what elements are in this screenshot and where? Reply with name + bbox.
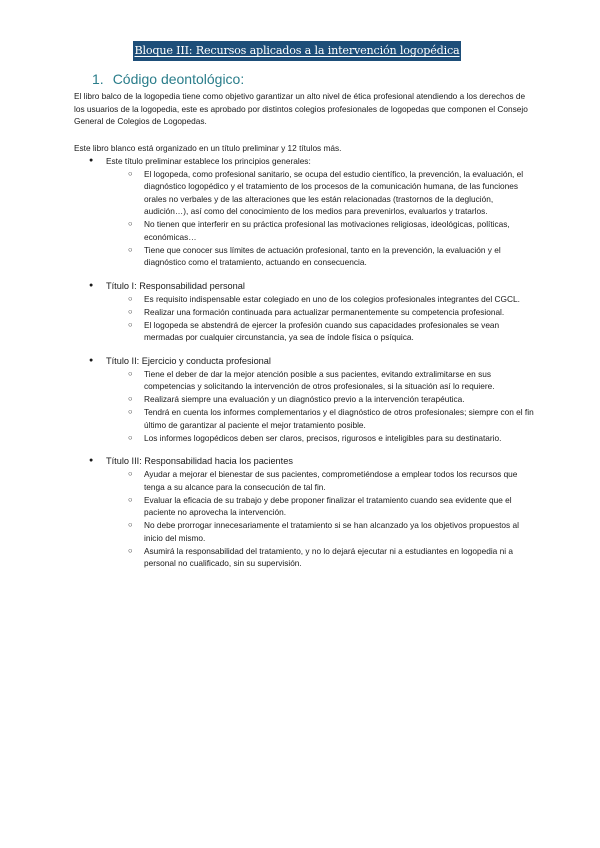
list-item-text: Los informes logopédicos deben ser claros, precisos, rigurosos e inteligibles para su destinatario. <box>144 432 502 443</box>
circle-bullet-icon: ○ <box>128 520 133 529</box>
list-item <box>106 432 534 445</box>
circle-bullet-icon: ○ <box>128 469 133 478</box>
list-item-text: Es requisito indispensable estar colegiado en uno de los colegios profesionales integrantes del CGCL. <box>144 293 520 304</box>
list-item <box>106 406 534 431</box>
list-item <box>106 168 534 218</box>
title-heading: Este título preliminar establece los principios generales: <box>106 155 311 166</box>
bullet-icon: ● <box>89 356 94 364</box>
list-item-text: Ayudar a mejorar el bienestar de sus pacientes, comprometiéndose a emplear todos los recursos que tenga a su alcance para la consecución de tal fin. <box>144 469 518 492</box>
circle-bullet-icon: ○ <box>128 368 133 378</box>
list-item <box>106 218 534 243</box>
bullet-icon: ● <box>89 156 94 164</box>
list-item-text: Tiene que conocer sus límites de actuación profesional, tanto en la prevención, la evaluación y el diagnóstico como el tratamiento, actuando en consecuencia. <box>144 244 501 267</box>
title-item <box>74 355 534 445</box>
organization-paragraph: Este libro blanco está organizado en un título preliminar y 12 títulos más. <box>74 143 342 153</box>
title-heading: Título II: Ejercicio y conducta profesional <box>106 355 271 366</box>
section-title: Código deontológico: <box>112 71 245 87</box>
circle-bullet-icon: ○ <box>128 306 133 316</box>
intro-block <box>74 90 534 128</box>
circle-bullet-icon: ○ <box>128 219 133 228</box>
list-item-text: No debe prorrogar innecesariamente el tratamiento si se han alcanzado ya los objetivos propuestos al inicio del mismo. <box>144 520 519 543</box>
circle-bullet-icon: ○ <box>128 394 133 403</box>
list-item <box>106 293 534 306</box>
circle-bullet-icon: ○ <box>128 293 133 303</box>
bullet-icon: ● <box>89 457 94 464</box>
section-number: 1. <box>92 71 104 87</box>
list-item-text: Asumirá la responsabilidad del tratamiento, y no lo dejará ejecutar ni a estudiantes en logopedia ni a personal no cualificado, sin su supervisión. <box>144 545 513 568</box>
title-item <box>74 155 534 269</box>
circle-bullet-icon: ○ <box>128 319 133 329</box>
list-item-text: Tendrá en cuenta los informes complementarios y el diagnóstico de otros profesionales; siempre con el fin último de garantizar al paciente el mejor tratamiento posible. <box>144 407 534 430</box>
content-block <box>74 142 534 570</box>
bullet-icon: ● <box>89 281 94 289</box>
title-item <box>74 455 534 570</box>
sub-list <box>106 368 534 445</box>
list-item <box>106 545 534 570</box>
list-item-text: Tiene el deber de dar la mejor atención posible a sus pacientes, evitando extralimitarse en sus competencias y solicitando la intervención de otros profesionales, si la situación así lo requiere. <box>144 368 495 391</box>
banner-title: Bloque III: Recursos aplicados a la intervención logopédica <box>133 41 461 61</box>
titles-list <box>74 155 534 570</box>
list-item <box>106 368 534 393</box>
list-item <box>106 244 534 269</box>
circle-bullet-icon: ○ <box>128 494 133 504</box>
title-item <box>74 280 534 344</box>
list-item-text: Realizará siempre una evaluación y un diagnóstico previo a la intervención terapéutica. <box>144 394 465 404</box>
list-item <box>106 519 534 544</box>
list-item-text: Realizar una formación continuada para actualizar permanentemente su competencia profesional. <box>144 306 505 317</box>
circle-bullet-icon: ○ <box>128 407 133 416</box>
list-item <box>106 494 534 519</box>
list-item-text: Evaluar la eficacia de su trabajo y debe proponer finalizar el tratamiento cuando sea evidente que el paciente no aprovecha la intervención. <box>144 494 512 517</box>
intro-paragraph: El libro balco de la logopedia tiene como objetivo garantizar un alto nivel de ética profesional atendiendo a los derechos de los usuarios de la logopedia, este es aprobado por distintos colegios profesionales de logopedas que componen el Consejo General de Colegios de Logopedas. <box>74 91 528 126</box>
list-item-text: El logopeda, como profesional sanitario, se ocupa del estudio científico, la prevención, la evaluación, el diagnóstico logopédico y el tratamiento de los procesos de la comunicación humana, de las funciones orales no verbales y de las alteraciones que les están relacionadas (trastornos de la deglución, audición…), así como del conocimiento de los medios para prevenirlos, evaluarlos y tratarlos. <box>144 168 524 216</box>
list-item <box>106 306 534 319</box>
circle-bullet-icon: ○ <box>128 244 133 254</box>
list-item-text: El logopeda se abstendrá de ejercer la profesión cuando sus capacidades profesionales se vean mermadas por cualquier circunstancia, ya sea de índole física o psíquica. <box>144 319 500 342</box>
sub-list <box>106 168 534 269</box>
circle-bullet-icon: ○ <box>128 432 133 442</box>
list-item <box>106 393 534 406</box>
sub-list <box>106 468 534 570</box>
circle-bullet-icon: ○ <box>128 168 133 178</box>
circle-bullet-icon: ○ <box>128 545 133 555</box>
list-item <box>106 319 534 344</box>
section-heading <box>92 70 244 88</box>
list-item-text: No tienen que interferir en su práctica profesional las motivaciones religiosas, ideológicas, políticas, económicas… <box>144 219 510 242</box>
sub-list <box>106 293 534 344</box>
title-heading: Título I: Responsabilidad personal <box>106 280 245 291</box>
list-item <box>106 468 534 493</box>
title-heading: Título III: Responsabilidad hacia los pacientes <box>106 456 293 466</box>
